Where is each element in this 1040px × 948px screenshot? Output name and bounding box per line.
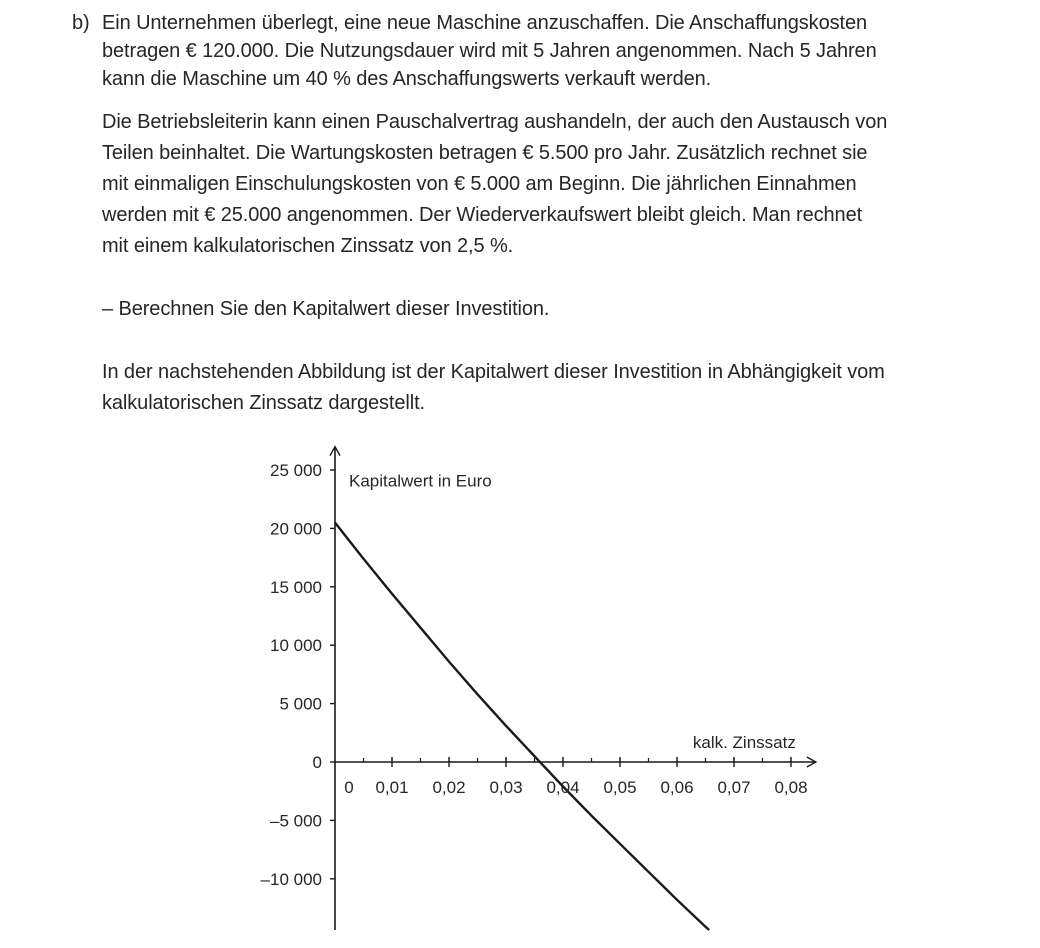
task-label: b)	[72, 12, 90, 34]
text-line: werden mit € 25.000 angenommen. Der Wiederverkaufswert bleibt gleich. Man rechnet	[102, 204, 863, 226]
y-tick-label: 5 000	[279, 694, 322, 714]
chart-axes	[330, 447, 816, 930]
y-tick-label: –10 000	[260, 869, 322, 889]
text-line: Ein Unternehmen überlegt, eine neue Maschine anzuschaffen. Die Anschaffungskosten	[102, 12, 868, 34]
x-tick-label: 0,03	[489, 778, 523, 797]
y-tick-label: 15 000	[270, 577, 322, 597]
question-text	[102, 295, 1002, 323]
figure-intro-paragraph	[102, 357, 1002, 419]
x-tick-label: 0,08	[774, 778, 808, 797]
x-axis-title: kalk. Zinssatz	[692, 733, 796, 752]
text-line: – Berechnen Sie den Kapitalwert dieser Investition.	[102, 298, 550, 320]
x-tick-label: 0,06	[660, 778, 694, 797]
details-paragraph	[102, 107, 1002, 262]
x-tick-label: 0,01	[375, 778, 409, 797]
x-tick-label: 0,02	[432, 778, 466, 797]
x-tick-label: 0,04	[546, 778, 580, 797]
text-line: In der nachstehenden Abbildung ist der Kapitalwert dieser Investition in Abhängigkeit vom	[102, 361, 885, 383]
text-line: kalkulatorischen Zinssatz dargestellt.	[102, 392, 426, 414]
text-line: mit einmaligen Einschulungskosten von € 5.000 am Beginn. Die jährlichen Einnahmen	[102, 173, 857, 195]
intro-paragraph	[102, 9, 1002, 93]
y-tick-label: –5 000	[270, 811, 322, 831]
y-tick-label: 10 000	[270, 636, 322, 656]
x-tick-label: 0,07	[717, 778, 751, 797]
text-line: Die Betriebsleiterin kann einen Pauschalvertrag aushandeln, der auch den Austausch von	[102, 111, 888, 133]
text-line: mit einem kalkulatorischen Zinssatz von 2,5 %.	[102, 235, 514, 257]
x-tick-label: 0,05	[603, 778, 637, 797]
text-line: betragen € 120.000. Die Nutzungsdauer wird mit 5 Jahren angenommen. Nach 5 Jahren	[102, 40, 877, 62]
chart-labels	[261, 461, 808, 889]
text-line: kann die Maschine um 40 % des Anschaffungswerts verkauft werden.	[102, 68, 712, 90]
y-tick-label: 0	[312, 753, 322, 772]
npv-curve	[335, 523, 709, 930]
text-line: Teilen beinhaltet. Die Wartungskosten betragen € 5.500 pro Jahr. Zusätzlich rechnet sie	[102, 142, 868, 164]
y-tick-label: 20 000	[270, 519, 322, 539]
y-axis-title: Kapitalwert in Euro	[349, 471, 492, 491]
x-tick-label: 0	[344, 778, 354, 797]
chart-series	[335, 523, 709, 930]
chart-ticks	[330, 470, 791, 879]
net-present-value-chart	[0, 430, 1040, 948]
y-tick-label: 25 000	[270, 461, 322, 480]
